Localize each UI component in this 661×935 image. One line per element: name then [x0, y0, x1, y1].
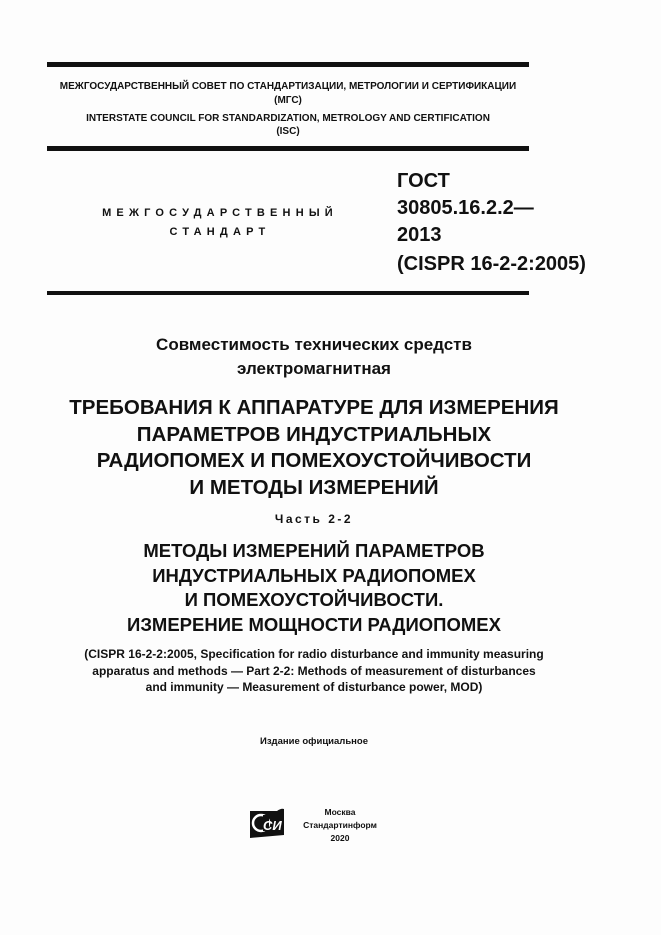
general-title-line2: электромагнитная — [237, 359, 391, 378]
gost-number: 30805.16.2.2— — [397, 197, 534, 219]
english-title-line: (CISPR 16-2-2:2005, Specification for radio disturbance and immunity measuring — [84, 647, 544, 661]
main-title — [0, 395, 628, 502]
english-title-line: apparatus and methods — Part 2-2: Methods of measurement of disturbances — [92, 663, 536, 678]
part-title — [0, 539, 628, 637]
english-title-line: and immunity — Measurement of disturbance power, MOD) — [145, 680, 483, 694]
council-en-abbr: (ISC) — [276, 126, 300, 137]
cispr-reference: (CISPR 16-2-2:2005) — [397, 253, 586, 275]
general-title-line1: Совместимость технических средств — [156, 335, 472, 354]
council-ru-abbr: (МГС) — [274, 95, 302, 106]
part-title-line: МЕТОДЫ ИЗМЕРЕНИЙ ПАРАМЕТРОВ — [143, 540, 485, 561]
main-title-line: ПАРАМЕТРОВ ИНДУСТРИАЛЬНЫХ — [136, 422, 492, 446]
publisher-year: 2020 — [330, 833, 350, 843]
english-title — [0, 646, 628, 696]
gost-label: ГОСТ — [397, 170, 450, 192]
header-rule — [47, 146, 529, 151]
council-ru: МЕЖГОСУДАРСТВЕННЫЙ СОВЕТ ПО СТАНДАРТИЗАЦИИ, МЕТРОЛОГИИ И СЕРТИФИКАЦИИ — [59, 81, 517, 92]
standartinform-logo-icon — [249, 806, 285, 839]
part-title-line: И ПОМЕХОУСТОЙЧИВОСТИ. — [184, 589, 444, 610]
main-title-line: И МЕТОДЫ ИЗМЕРЕНИЙ — [189, 476, 439, 500]
council-en: INTERSTATE COUNCIL FOR STANDARDIZATION, METROLOGY AND CERTIFICATION — [86, 113, 490, 124]
gost-year: 2013 — [397, 224, 442, 246]
top-rule — [47, 62, 529, 67]
edition-label: Издание официальное — [260, 736, 368, 747]
main-title-line: РАДИОПОМЕХ И ПОМЕХОУСТОЙЧИВОСТИ — [96, 449, 532, 473]
standard-type-line1: МЕЖГОСУДАРСТВЕННЫЙ — [102, 207, 338, 219]
main-title-line: ТРЕБОВАНИЯ К АППАРАТУРЕ ДЛЯ ИЗМЕРЕНИЯ — [69, 396, 559, 419]
part-title-line: ИЗМЕРЕНИЕ МОЩНОСТИ РАДИОПОМЕХ — [127, 613, 501, 635]
standard-type-line2: СТАНДАРТ — [169, 226, 271, 238]
standard-rule — [47, 291, 529, 295]
publisher-name: Стандартинформ — [303, 820, 377, 830]
publisher-city: Москва — [324, 807, 356, 817]
part-number: Часть 2-2 — [274, 512, 354, 526]
publisher-logo — [249, 806, 285, 839]
svg-text:СИ: СИ — [263, 818, 282, 833]
part-title-line: ИНДУСТРИАЛЬНЫХ РАДИОПОМЕХ — [152, 564, 476, 586]
